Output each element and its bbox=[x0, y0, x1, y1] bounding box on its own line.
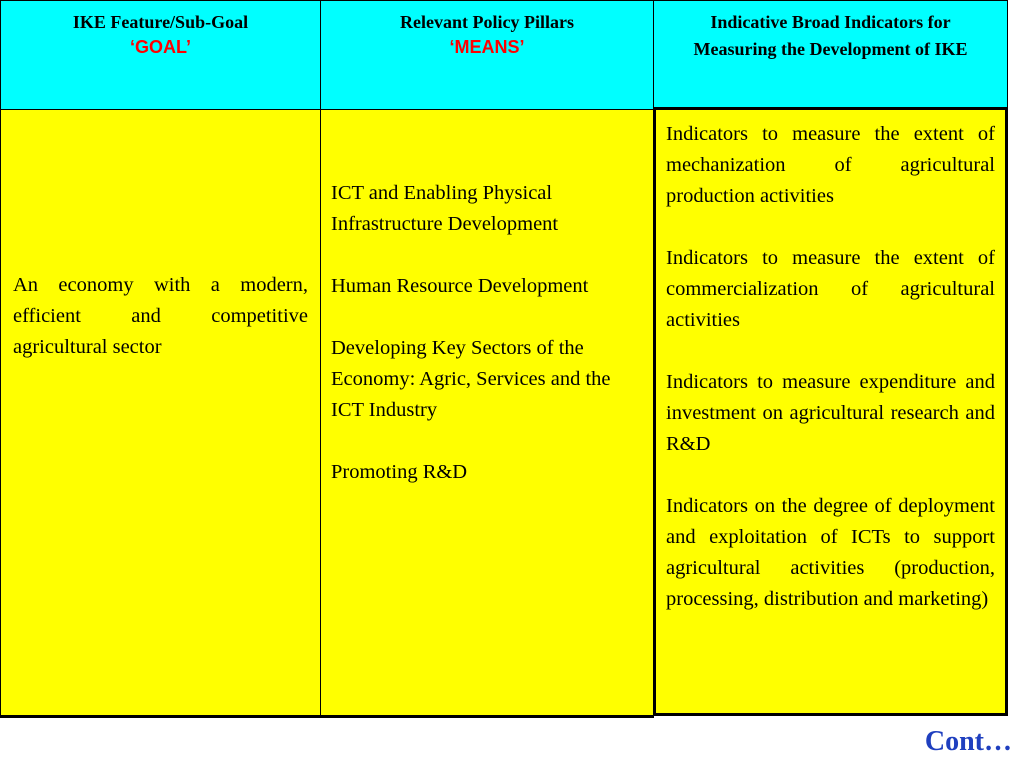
header-goal-tag: ‘GOAL’ bbox=[129, 37, 191, 57]
indicator-item: Indicators to measure the extent of commercialization of agricultural activities bbox=[666, 247, 995, 331]
goal-text: An economy with a modern, efficient and competitive agricultural sector bbox=[13, 274, 308, 358]
pillar-item: Human Resource Development bbox=[331, 275, 589, 297]
indicators-cell bbox=[653, 107, 1008, 716]
continued-label: Cont… bbox=[924, 726, 1012, 757]
header-indicators-cell bbox=[653, 0, 1008, 110]
pillar-item: ICT and Enabling Physical Infrastructure Development bbox=[331, 182, 559, 235]
pillar-item: Developing Key Sectors of the Economy: Agric, Services and the ICT Industry bbox=[331, 337, 611, 421]
header-goal-cell bbox=[0, 0, 321, 110]
header-indicators-title: Indicative Broad Indicators for Measuring the Development of IKE bbox=[693, 12, 968, 59]
header-means-tag: ‘MEANS’ bbox=[449, 37, 525, 57]
indicator-item: Indicators to measure expenditure and investment on agricultural research and R&D bbox=[666, 371, 995, 455]
header-goal-title: IKE Feature/Sub-Goal bbox=[72, 12, 249, 32]
header-means-title: Relevant Policy Pillars bbox=[400, 12, 574, 32]
pillars-cell bbox=[320, 109, 654, 718]
header-means-cell bbox=[320, 0, 654, 110]
indicator-item: Indicators on the degree of deployment and exploitation of ICTs to support agricultural activities (production, processing, distribution and marketing) bbox=[666, 495, 995, 610]
indicator-item: Indicators to measure the extent of mechanization of agricultural production activities bbox=[666, 123, 995, 207]
pillar-item: Promoting R&D bbox=[331, 461, 468, 483]
goal-cell bbox=[0, 109, 321, 718]
